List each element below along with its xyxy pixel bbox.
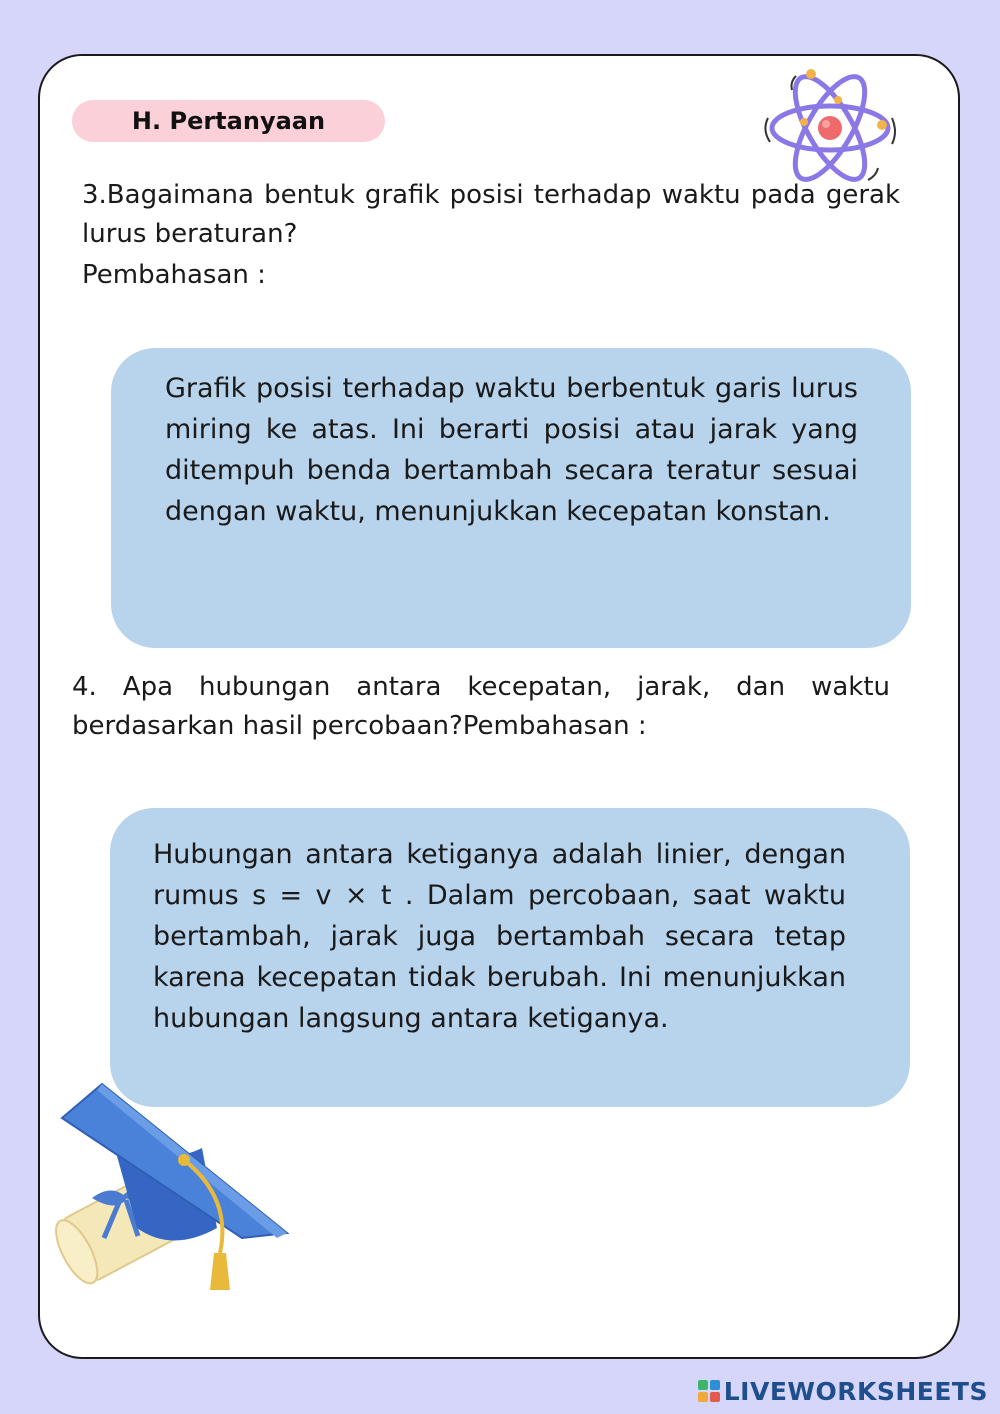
answer-4-box bbox=[110, 808, 910, 1107]
atom-icon bbox=[756, 58, 904, 190]
liveworksheets-logo-icon bbox=[697, 1379, 721, 1403]
answer-3-box bbox=[111, 348, 911, 648]
graduation-cap-icon bbox=[42, 1078, 292, 1303]
footer-brand bbox=[697, 1376, 988, 1406]
answer-3-text: Grafik posisi terhadap waktu berbentuk garis lurus miring ke atas. Ini berarti posisi atau jarak yang ditempuh benda bertambah secara teratur sesuai dengan waktu, menunjukkan kecepatan konstan. bbox=[165, 373, 858, 527]
answer-4-text: Hubungan antara ketiganya adalah linier, dengan rumus s = v × t . Dalam percobaan, saat waktu bertambah, jarak juga bertambah secara tetap karena kecepatan tidak berubah. Ini menunjukkan hubungan langsung antara ketiganya. bbox=[153, 839, 846, 1034]
question-3-discussion-label: Pembahasan : bbox=[82, 260, 266, 290]
question-3-text: 3.Bagaimana bentuk grafik posisi terhadap waktu pada gerak lurus beraturan? bbox=[82, 180, 900, 249]
section-title-badge: H. Pertanyaan bbox=[72, 100, 385, 142]
brand-name: LIVEWORKSHEETS bbox=[723, 1376, 988, 1406]
question-4-text: 4. Apa hubungan antara kecepatan, jarak, dan waktu berdasarkan hasil percobaan?Pembahasan : bbox=[72, 672, 890, 741]
